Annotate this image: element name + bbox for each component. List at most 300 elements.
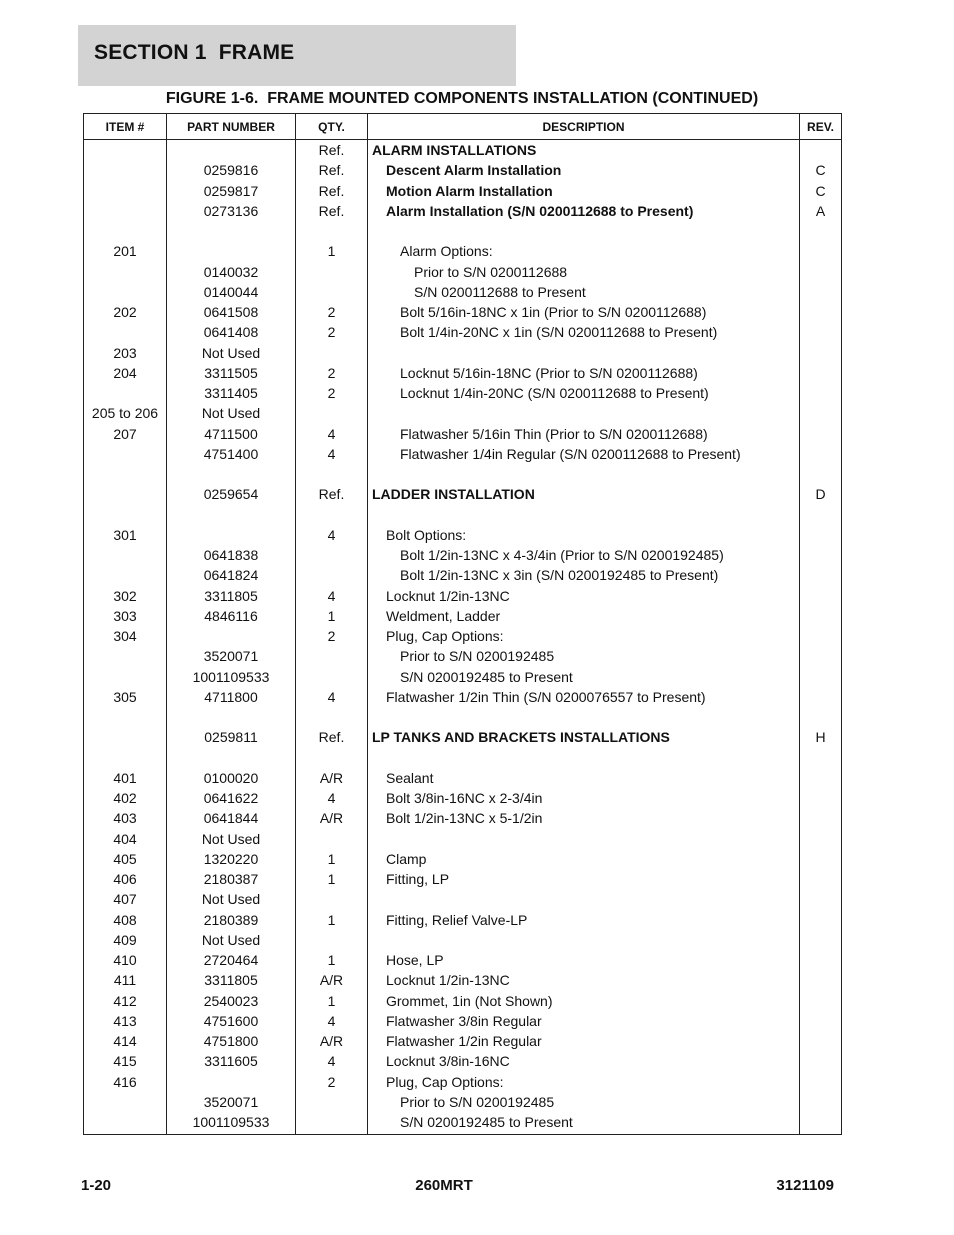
cell-part-number: 0259654 <box>167 484 296 504</box>
cell-part-number: 3520071 <box>167 1092 296 1112</box>
cell-description: Bolt 1/2in-13NC x 5-1/2in <box>368 808 800 828</box>
cell-rev <box>800 808 842 828</box>
cell-description: Flatwasher 1/4in Regular (S/N 0200112688 to Present) <box>368 444 800 464</box>
cell-qty: Ref. <box>296 160 368 180</box>
table-row <box>84 1112 842 1135</box>
table-row <box>84 221 842 241</box>
cell-description: Locknut 1/2in-13NC <box>368 586 800 606</box>
cell-item <box>84 727 167 747</box>
cell-rev: C <box>800 181 842 201</box>
cell-qty <box>296 565 368 585</box>
cell-part-number <box>167 748 296 768</box>
cell-item: 406 <box>84 869 167 889</box>
cell-description: Clamp <box>368 849 800 869</box>
cell-description: Grommet, 1in (Not Shown) <box>368 991 800 1011</box>
cell-item: 401 <box>84 768 167 788</box>
cell-qty: 1 <box>296 910 368 930</box>
cell-item <box>84 646 167 666</box>
cell-description <box>368 707 800 727</box>
table-row <box>84 626 842 646</box>
cell-part-number <box>167 241 296 261</box>
cell-item <box>84 484 167 504</box>
cell-item <box>84 140 167 161</box>
cell-item: 203 <box>84 343 167 363</box>
cell-rev <box>800 1031 842 1051</box>
cell-part-number: 1001109533 <box>167 667 296 687</box>
table-row <box>84 950 842 970</box>
cell-description: Motion Alarm Installation <box>368 181 800 201</box>
cell-item: 402 <box>84 788 167 808</box>
cell-qty: 2 <box>296 302 368 322</box>
cell-description: Plug, Cap Options: <box>368 1072 800 1092</box>
parts-table-body <box>84 140 842 1135</box>
cell-part-number: 4751800 <box>167 1031 296 1051</box>
cell-rev <box>800 302 842 322</box>
table-row <box>84 970 842 990</box>
cell-rev: H <box>800 727 842 747</box>
cell-part-number: 4846116 <box>167 606 296 626</box>
cell-item <box>84 565 167 585</box>
cell-description: Flatwasher 3/8in Regular <box>368 1011 800 1031</box>
cell-rev <box>800 748 842 768</box>
cell-description: Fitting, LP <box>368 869 800 889</box>
cell-description: Bolt 1/2in-13NC x 3in (S/N 0200192485 to Present) <box>368 565 800 585</box>
cell-part-number: 4751600 <box>167 1011 296 1031</box>
cell-description: LADDER INSTALLATION <box>368 484 800 504</box>
table-row <box>84 849 842 869</box>
table-row <box>84 302 842 322</box>
table-row <box>84 768 842 788</box>
table-row <box>84 424 842 444</box>
page-number: 1-20 <box>81 1177 112 1194</box>
cell-part-number: 0641408 <box>167 322 296 342</box>
cell-item <box>84 1092 167 1112</box>
cell-qty: 4 <box>296 586 368 606</box>
cell-description <box>368 221 800 241</box>
cell-item <box>84 545 167 565</box>
cell-description: S/N 0200192485 to Present <box>368 667 800 687</box>
cell-item <box>84 221 167 241</box>
cell-part-number: 0140044 <box>167 282 296 302</box>
cell-part-number: 1320220 <box>167 849 296 869</box>
cell-rev <box>800 991 842 1011</box>
cell-part-number: 2540023 <box>167 991 296 1011</box>
cell-qty: Ref. <box>296 201 368 221</box>
cell-part-number: 1001109533 <box>167 1112 296 1135</box>
header-item: ITEM # <box>84 114 167 140</box>
cell-description <box>368 829 800 849</box>
cell-qty: 1 <box>296 849 368 869</box>
cell-description: Bolt 1/4in-20NC x 1in (S/N 0200112688 to Present) <box>368 322 800 342</box>
cell-part-number: 4751400 <box>167 444 296 464</box>
cell-qty <box>296 930 368 950</box>
table-row <box>84 525 842 545</box>
table-row <box>84 343 842 363</box>
cell-description: Alarm Options: <box>368 241 800 261</box>
cell-item <box>84 383 167 403</box>
cell-rev <box>800 262 842 282</box>
cell-item <box>84 181 167 201</box>
cell-qty <box>296 707 368 727</box>
table-row <box>84 727 842 747</box>
cell-description <box>368 343 800 363</box>
document-number: 3121109 <box>776 1177 834 1194</box>
cell-part-number: 2180389 <box>167 910 296 930</box>
table-row <box>84 241 842 261</box>
table-row <box>84 160 842 180</box>
header-rev: REV. <box>800 114 842 140</box>
table-row <box>84 444 842 464</box>
cell-item <box>84 667 167 687</box>
table-row <box>84 930 842 950</box>
cell-item <box>84 160 167 180</box>
cell-item: 409 <box>84 930 167 950</box>
cell-description: Prior to S/N 0200192485 <box>368 1092 800 1112</box>
header-qty: QTY. <box>296 114 368 140</box>
cell-rev <box>800 687 842 707</box>
cell-rev <box>800 343 842 363</box>
cell-qty <box>296 1092 368 1112</box>
cell-qty <box>296 829 368 849</box>
cell-qty <box>296 221 368 241</box>
cell-qty <box>296 646 368 666</box>
cell-part-number: 0641824 <box>167 565 296 585</box>
cell-description: Prior to S/N 0200112688 <box>368 262 800 282</box>
table-row <box>84 707 842 727</box>
cell-qty: 1 <box>296 869 368 889</box>
table-row <box>84 363 842 383</box>
cell-rev <box>800 282 842 302</box>
cell-part-number: 2180387 <box>167 869 296 889</box>
cell-part-number: 3520071 <box>167 646 296 666</box>
cell-rev <box>800 221 842 241</box>
cell-rev <box>800 606 842 626</box>
table-row <box>84 181 842 201</box>
cell-part-number <box>167 626 296 646</box>
cell-qty: Ref. <box>296 181 368 201</box>
cell-description <box>368 930 800 950</box>
cell-part-number: 3311805 <box>167 586 296 606</box>
cell-part-number <box>167 505 296 525</box>
cell-rev <box>800 241 842 261</box>
cell-rev <box>800 889 842 909</box>
cell-part-number: 3311805 <box>167 970 296 990</box>
figure-title: FIGURE 1-6. FRAME MOUNTED COMPONENTS INSTALLATION (CONTINUED) <box>165 90 759 107</box>
table-row <box>84 606 842 626</box>
cell-qty: 2 <box>296 1072 368 1092</box>
cell-qty: 1 <box>296 241 368 261</box>
cell-description: Descent Alarm Installation <box>368 160 800 180</box>
cell-item: 412 <box>84 991 167 1011</box>
cell-rev <box>800 768 842 788</box>
cell-rev <box>800 910 842 930</box>
cell-qty <box>296 343 368 363</box>
table-row <box>84 201 842 221</box>
cell-qty <box>296 262 368 282</box>
cell-qty: 2 <box>296 626 368 646</box>
table-row <box>84 282 842 302</box>
cell-description: Bolt 5/16in-18NC x 1in (Prior to S/N 0200112688) <box>368 302 800 322</box>
table-row <box>84 808 842 828</box>
cell-item <box>84 282 167 302</box>
cell-rev <box>800 869 842 889</box>
cell-qty: 4 <box>296 424 368 444</box>
header-description: DESCRIPTION <box>368 114 800 140</box>
cell-description <box>368 464 800 484</box>
cell-part-number: Not Used <box>167 829 296 849</box>
cell-rev <box>800 545 842 565</box>
cell-description: Locknut 1/4in-20NC (S/N 0200112688 to Present) <box>368 383 800 403</box>
cell-item <box>84 322 167 342</box>
cell-description: Bolt 1/2in-13NC x 4-3/4in (Prior to S/N 0200192485) <box>368 545 800 565</box>
cell-part-number: 0641622 <box>167 788 296 808</box>
cell-item: 410 <box>84 950 167 970</box>
cell-qty: 4 <box>296 788 368 808</box>
cell-rev <box>800 1011 842 1031</box>
cell-item: 413 <box>84 1011 167 1031</box>
cell-part-number: 0273136 <box>167 201 296 221</box>
cell-item: 407 <box>84 889 167 909</box>
cell-item: 303 <box>84 606 167 626</box>
table-row <box>84 565 842 585</box>
cell-qty: Ref. <box>296 140 368 161</box>
table-row <box>84 1031 842 1051</box>
cell-part-number: Not Used <box>167 403 296 423</box>
cell-rev <box>800 322 842 342</box>
cell-item: 302 <box>84 586 167 606</box>
cell-rev <box>800 667 842 687</box>
cell-description: Bolt Options: <box>368 525 800 545</box>
cell-qty: 4 <box>296 525 368 545</box>
table-row <box>84 1011 842 1031</box>
cell-qty: 1 <box>296 606 368 626</box>
cell-rev <box>800 950 842 970</box>
cell-part-number: 0259817 <box>167 181 296 201</box>
cell-item <box>84 707 167 727</box>
cell-item: 204 <box>84 363 167 383</box>
cell-part-number: 0641508 <box>167 302 296 322</box>
cell-part-number: Not Used <box>167 343 296 363</box>
table-row <box>84 1072 842 1092</box>
cell-part-number: 0641844 <box>167 808 296 828</box>
cell-rev <box>800 586 842 606</box>
cell-rev <box>800 1112 842 1135</box>
table-row <box>84 1092 842 1112</box>
cell-item: 415 <box>84 1051 167 1071</box>
cell-description: LP TANKS AND BRACKETS INSTALLATIONS <box>368 727 800 747</box>
table-row <box>84 322 842 342</box>
table-row <box>84 403 842 423</box>
cell-qty: 1 <box>296 950 368 970</box>
cell-qty: 4 <box>296 444 368 464</box>
cell-description <box>368 748 800 768</box>
cell-part-number <box>167 140 296 161</box>
cell-item: 414 <box>84 1031 167 1051</box>
cell-description: Alarm Installation (S/N 0200112688 to Present) <box>368 201 800 221</box>
cell-item: 404 <box>84 829 167 849</box>
cell-rev: C <box>800 160 842 180</box>
cell-rev <box>800 930 842 950</box>
cell-qty <box>296 667 368 687</box>
cell-part-number: 0140032 <box>167 262 296 282</box>
table-row <box>84 869 842 889</box>
cell-item: 205 to 206 <box>84 403 167 423</box>
cell-rev <box>800 505 842 525</box>
cell-rev <box>800 464 842 484</box>
cell-part-number: 3311605 <box>167 1051 296 1071</box>
cell-part-number: 0259816 <box>167 160 296 180</box>
cell-rev <box>800 1092 842 1112</box>
cell-description: Locknut 3/8in-16NC <box>368 1051 800 1071</box>
cell-rev <box>800 424 842 444</box>
cell-description: Plug, Cap Options: <box>368 626 800 646</box>
table-row <box>84 505 842 525</box>
cell-qty: A/R <box>296 970 368 990</box>
table-row <box>84 383 842 403</box>
cell-item <box>84 505 167 525</box>
cell-rev <box>800 829 842 849</box>
table-row <box>84 889 842 909</box>
cell-qty: Ref. <box>296 727 368 747</box>
table-row <box>84 1051 842 1071</box>
cell-description: Fitting, Relief Valve-LP <box>368 910 800 930</box>
model-name: 260MRT <box>415 1177 473 1194</box>
cell-part-number: 0259811 <box>167 727 296 747</box>
cell-rev <box>800 403 842 423</box>
cell-item: 207 <box>84 424 167 444</box>
cell-description: Flatwasher 1/2in Regular <box>368 1031 800 1051</box>
cell-part-number: Not Used <box>167 930 296 950</box>
cell-rev <box>800 1072 842 1092</box>
cell-part-number <box>167 707 296 727</box>
cell-description: Hose, LP <box>368 950 800 970</box>
cell-part-number: 4711800 <box>167 687 296 707</box>
cell-qty: A/R <box>296 768 368 788</box>
table-header-row <box>84 114 842 140</box>
cell-description: Locknut 5/16in-18NC (Prior to S/N 0200112688) <box>368 363 800 383</box>
cell-rev <box>800 565 842 585</box>
cell-description: Locknut 1/2in-13NC <box>368 970 800 990</box>
cell-qty: 4 <box>296 1011 368 1031</box>
table-row <box>84 748 842 768</box>
cell-part-number: 4711500 <box>167 424 296 444</box>
table-row <box>84 484 842 504</box>
table-row <box>84 586 842 606</box>
cell-item <box>84 1112 167 1135</box>
cell-rev <box>800 444 842 464</box>
cell-description <box>368 505 800 525</box>
header-part-number: PART NUMBER <box>167 114 296 140</box>
table-row <box>84 687 842 707</box>
cell-rev <box>800 525 842 545</box>
cell-description: Flatwasher 5/16in Thin (Prior to S/N 0200112688) <box>368 424 800 444</box>
cell-item <box>84 444 167 464</box>
cell-qty: 2 <box>296 363 368 383</box>
cell-item <box>84 748 167 768</box>
cell-qty <box>296 545 368 565</box>
cell-part-number: 0641838 <box>167 545 296 565</box>
cell-item: 304 <box>84 626 167 646</box>
cell-description: Prior to S/N 0200192485 <box>368 646 800 666</box>
cell-item: 416 <box>84 1072 167 1092</box>
cell-rev <box>800 707 842 727</box>
cell-item: 202 <box>84 302 167 322</box>
cell-rev <box>800 383 842 403</box>
table-row <box>84 545 842 565</box>
cell-description <box>368 403 800 423</box>
cell-description: ALARM INSTALLATIONS <box>368 140 800 161</box>
cell-qty <box>296 889 368 909</box>
cell-part-number <box>167 1072 296 1092</box>
cell-item <box>84 262 167 282</box>
table-row <box>84 991 842 1011</box>
parts-table <box>83 113 842 1135</box>
cell-description: S/N 0200112688 to Present <box>368 282 800 302</box>
cell-item: 201 <box>84 241 167 261</box>
cell-description: Sealant <box>368 768 800 788</box>
cell-qty <box>296 1112 368 1135</box>
cell-qty <box>296 464 368 484</box>
table-row <box>84 667 842 687</box>
cell-qty <box>296 282 368 302</box>
cell-rev <box>800 626 842 646</box>
cell-part-number <box>167 525 296 545</box>
cell-description: S/N 0200192485 to Present <box>368 1112 800 1135</box>
cell-qty: 4 <box>296 1051 368 1071</box>
cell-rev <box>800 140 842 161</box>
cell-rev <box>800 646 842 666</box>
cell-item: 405 <box>84 849 167 869</box>
cell-item: 411 <box>84 970 167 990</box>
table-row <box>84 464 842 484</box>
cell-part-number <box>167 221 296 241</box>
cell-qty: 2 <box>296 383 368 403</box>
cell-part-number <box>167 464 296 484</box>
table-row <box>84 910 842 930</box>
cell-description: Flatwasher 1/2in Thin (S/N 0200076557 to Present) <box>368 687 800 707</box>
cell-qty: A/R <box>296 808 368 828</box>
cell-qty: 1 <box>296 991 368 1011</box>
table-row <box>84 262 842 282</box>
cell-description: Bolt 3/8in-16NC x 2-3/4in <box>368 788 800 808</box>
section-title: SECTION 1 FRAME <box>94 41 295 64</box>
section-banner <box>78 25 516 86</box>
cell-qty: 2 <box>296 322 368 342</box>
cell-description: Weldment, Ladder <box>368 606 800 626</box>
cell-rev <box>800 1051 842 1071</box>
cell-qty <box>296 403 368 423</box>
table-row <box>84 140 842 161</box>
cell-item: 305 <box>84 687 167 707</box>
cell-rev: D <box>800 484 842 504</box>
cell-part-number: Not Used <box>167 889 296 909</box>
cell-item: 408 <box>84 910 167 930</box>
cell-rev: A <box>800 201 842 221</box>
cell-part-number: 3311405 <box>167 383 296 403</box>
cell-qty <box>296 748 368 768</box>
cell-rev <box>800 849 842 869</box>
cell-part-number: 3311505 <box>167 363 296 383</box>
cell-part-number: 2720464 <box>167 950 296 970</box>
cell-item: 403 <box>84 808 167 828</box>
cell-qty <box>296 505 368 525</box>
table-row <box>84 646 842 666</box>
cell-item <box>84 201 167 221</box>
cell-rev <box>800 363 842 383</box>
cell-item: 301 <box>84 525 167 545</box>
cell-item <box>84 464 167 484</box>
cell-rev <box>800 788 842 808</box>
